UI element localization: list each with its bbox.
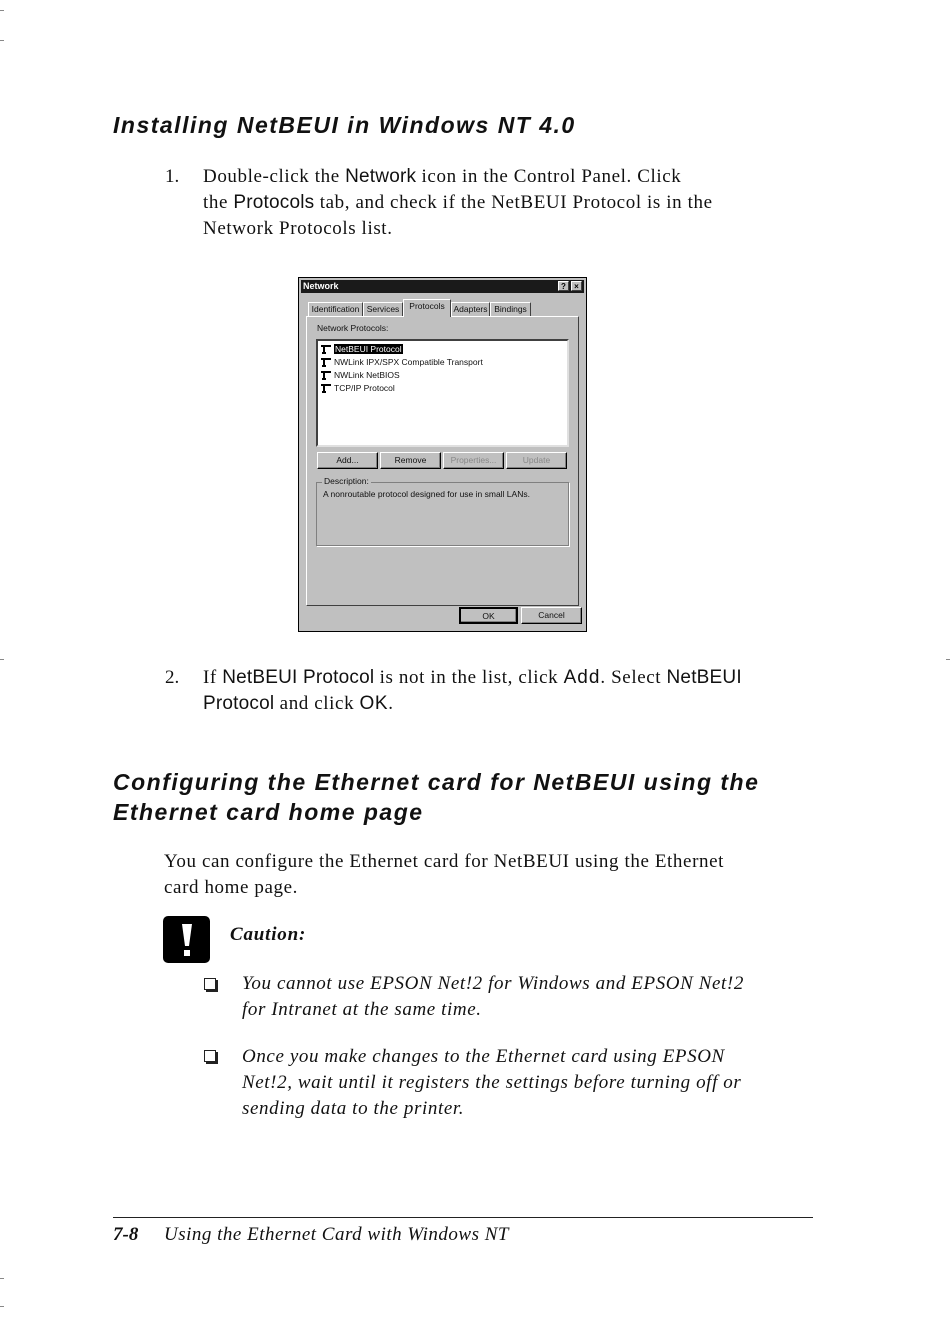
step-1-text-d: tab, and check if the NetBEUI Protocol is in the — [314, 192, 713, 213]
bullet-checkbox-icon — [204, 1050, 216, 1062]
caution-bullet-2 — [242, 1044, 741, 1122]
ok-button[interactable]: OK — [459, 607, 518, 624]
bullet-checkbox-icon — [204, 978, 216, 990]
list-item[interactable] — [321, 356, 483, 368]
help-button[interactable]: ? — [558, 281, 569, 291]
step-2-text-c: . Select — [600, 667, 667, 688]
network-protocol-icon — [321, 384, 331, 393]
list-item[interactable] — [321, 382, 395, 394]
step-2-text-d: and click — [274, 693, 360, 714]
tab-bindings[interactable]: Bindings — [490, 302, 531, 316]
caution-icon — [163, 916, 210, 963]
cancel-button[interactable]: Cancel — [521, 607, 582, 624]
step-2-number: 2. — [165, 667, 180, 688]
network-protocol-icon — [321, 358, 331, 367]
margin-tick — [0, 1278, 4, 1279]
intro-line-1: You can configure the Ethernet card for NetBEUI using the Ethernet — [164, 851, 725, 872]
ui-term-ok: OK — [359, 693, 389, 714]
ui-term-netbeui-protocol: NetBEUI Protocol — [222, 667, 375, 688]
step-1-text-a: Double-click the — [203, 166, 346, 187]
margin-tick — [0, 1306, 4, 1307]
close-button[interactable]: × — [571, 281, 582, 291]
protocol-label-selected: NetBEUI Protocol — [335, 344, 402, 354]
step-1-text-c: the — [203, 192, 234, 213]
dialog-titlebar: Network — [301, 280, 584, 293]
bullet-2-line-1: Once you make changes to the Ethernet card using EPSON — [242, 1046, 725, 1067]
step-1-number: 1. — [165, 166, 180, 187]
protocol-label: NWLink NetBIOS — [334, 370, 400, 380]
intro-paragraph — [164, 849, 724, 901]
heading-line-2: Ethernet card home page — [113, 799, 424, 825]
description-label: Description: — [324, 476, 369, 486]
caution-label: Caution: — [230, 924, 307, 945]
bullet-2-line-2: Net!2, wait until it registers the settings before turning off or — [242, 1072, 742, 1093]
network-protocol-icon — [321, 371, 331, 380]
step-1-text-e: Network Protocols list. — [203, 218, 393, 239]
margin-tick — [0, 10, 4, 11]
footer-title: Using the Ethernet Card with Windows NT — [164, 1224, 509, 1245]
ui-term-add: Add — [563, 667, 601, 688]
step-2-text-b: is not in the list, click — [374, 667, 564, 688]
caution-bullet-1 — [242, 971, 744, 1023]
tab-adapters[interactable]: Adapters — [451, 302, 490, 316]
list-item[interactable] — [321, 343, 403, 355]
margin-tick — [0, 40, 4, 41]
step-1-text — [203, 164, 823, 242]
step-2-text — [203, 665, 823, 717]
network-protocols-label: Network Protocols: — [317, 323, 389, 333]
margin-tick — [946, 659, 950, 660]
protocol-label: NWLink IPX/SPX Compatible Transport — [334, 357, 483, 367]
ui-term-protocol: Protocol — [203, 693, 275, 714]
intro-line-2: card home page. — [164, 877, 299, 898]
step-2-text-e: . — [388, 693, 394, 714]
tab-protocols[interactable]: Protocols — [403, 299, 451, 317]
tab-services[interactable]: Services — [363, 302, 403, 316]
protocol-label: TCP/IP Protocol — [334, 383, 395, 393]
network-dialog — [298, 277, 587, 632]
bullet-2-line-3: sending data to the printer. — [242, 1098, 465, 1119]
bullet-1-line-1: You cannot use EPSON Net!2 for Windows and EPSON Net!2 — [242, 973, 744, 994]
bullet-1-line-2: for Intranet at the same time. — [242, 999, 482, 1020]
footer-page-number: 7-8 — [113, 1224, 139, 1245]
ui-term-protocols: Protocols — [233, 192, 315, 213]
ui-term-network: Network — [345, 166, 417, 187]
add-button[interactable]: Add... — [317, 452, 378, 469]
network-protocol-icon — [321, 345, 331, 354]
step-2-text-a: If — [203, 667, 223, 688]
protocols-listbox[interactable] — [316, 339, 569, 447]
update-button[interactable]: Update — [506, 452, 567, 469]
ui-term-netbeui: NetBEUI — [666, 667, 742, 688]
list-item[interactable] — [321, 369, 400, 381]
heading-line-1: Configuring the Ethernet card for NetBEUI using the — [113, 769, 760, 795]
margin-tick — [0, 659, 4, 660]
exclamation-icon — [163, 916, 210, 963]
section-heading-installing: Installing NetBEUI in Windows NT 4.0 — [113, 112, 576, 138]
step-1-text-b: icon in the Control Panel. Click — [416, 166, 682, 187]
section-heading-configuring — [113, 767, 759, 827]
description-text: A nonroutable protocol designed for use in small LANs. — [323, 489, 530, 499]
footer-rule — [113, 1217, 813, 1218]
properties-button[interactable]: Properties... — [443, 452, 504, 469]
remove-button[interactable]: Remove — [380, 452, 441, 469]
tab-identification[interactable]: Identification — [308, 302, 363, 316]
